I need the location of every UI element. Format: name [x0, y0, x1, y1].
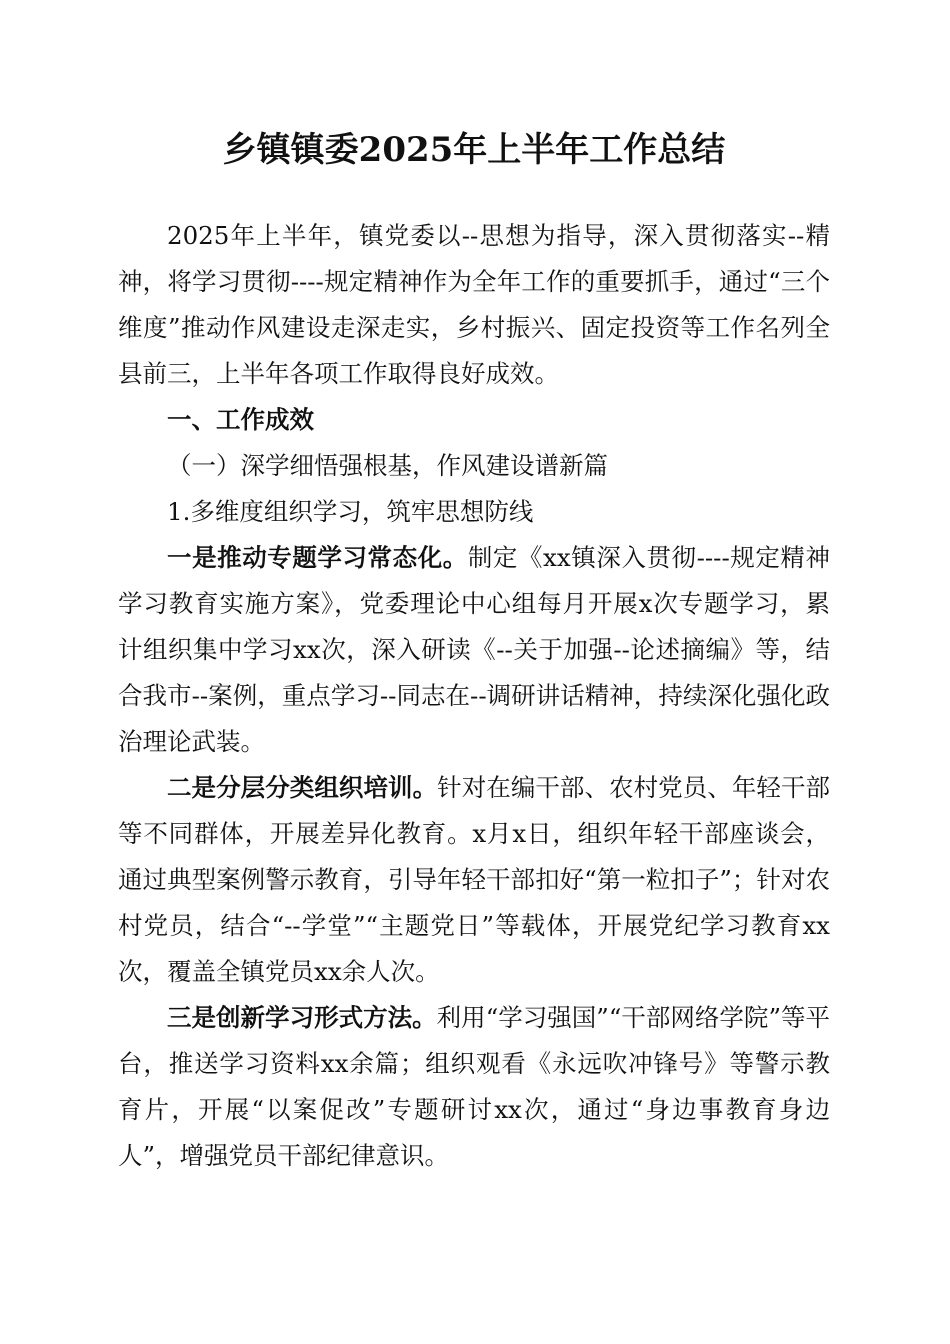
body-paragraph-3 — [118, 995, 830, 1179]
paragraph-body-3: 利用“学习强国”“干部网络学院”等平台，推送学习资料xx余篇；组织观看《永远吹冲锋号》等警示教育片，开展“以案促改”专题研讨xx次，通过“身边事教育身边人”，增强党员干部纪律意识。 — [118, 1002, 831, 1170]
section-heading-work-results: 一、工作成效 — [167, 404, 314, 434]
document-title: 乡镇镇委2025年上半年工作总结 — [222, 130, 726, 170]
body-paragraph-1 — [118, 535, 830, 765]
paragraph-body-2: 针对在编干部、农村党员、年轻干部等不同群体，开展差异化教育。x月x日，组织年轻干部座谈会，通过典型案例警示教育，引导年轻干部扣好“第一粒扣子”；针对农村党员，结合“--学堂”“主题党日”等载体，开展党纪学习教育xx次，覆盖全镇党员xx余人次。 — [118, 772, 831, 986]
item-heading-multi-dimensional-study: 1.多维度组织学习，筑牢思想防线 — [167, 496, 534, 526]
paragraph-lead-1: 一是推动专题学习常态化。 — [167, 542, 468, 572]
paragraph-lead-3: 三是创新学习形式方法。 — [167, 1002, 437, 1032]
intro-paragraph: 2025年上半年，镇党委以--思想为指导，深入贯彻落实--精神，将学习贯彻----规定精神作为全年工作的重要抓手，通过“三个维度”推动作风建设走深走实，乡村振兴、固定投资等工作名列全县前三，上半年各项工作取得良好成效。 — [118, 220, 830, 388]
paragraph-lead-2: 二是分层分类组织培训。 — [167, 772, 438, 802]
document-page — [118, 130, 830, 1179]
paragraph-body-1: 制定《xx镇深入贯彻----规定精神学习教育实施方案》，党委理论中心组每月开展x次专题学习，累计组织集中学习xx次，深入研读《--关于加强--论述摘编》等，结合我市--案例，重点学习--同志在--调研讲话精神，持续深化强化政治理论武装。 — [118, 542, 831, 756]
subsection-heading-style-building: （一）深学细悟强根基，作风建设谱新篇 — [167, 450, 608, 480]
body-paragraph-2 — [118, 765, 830, 995]
